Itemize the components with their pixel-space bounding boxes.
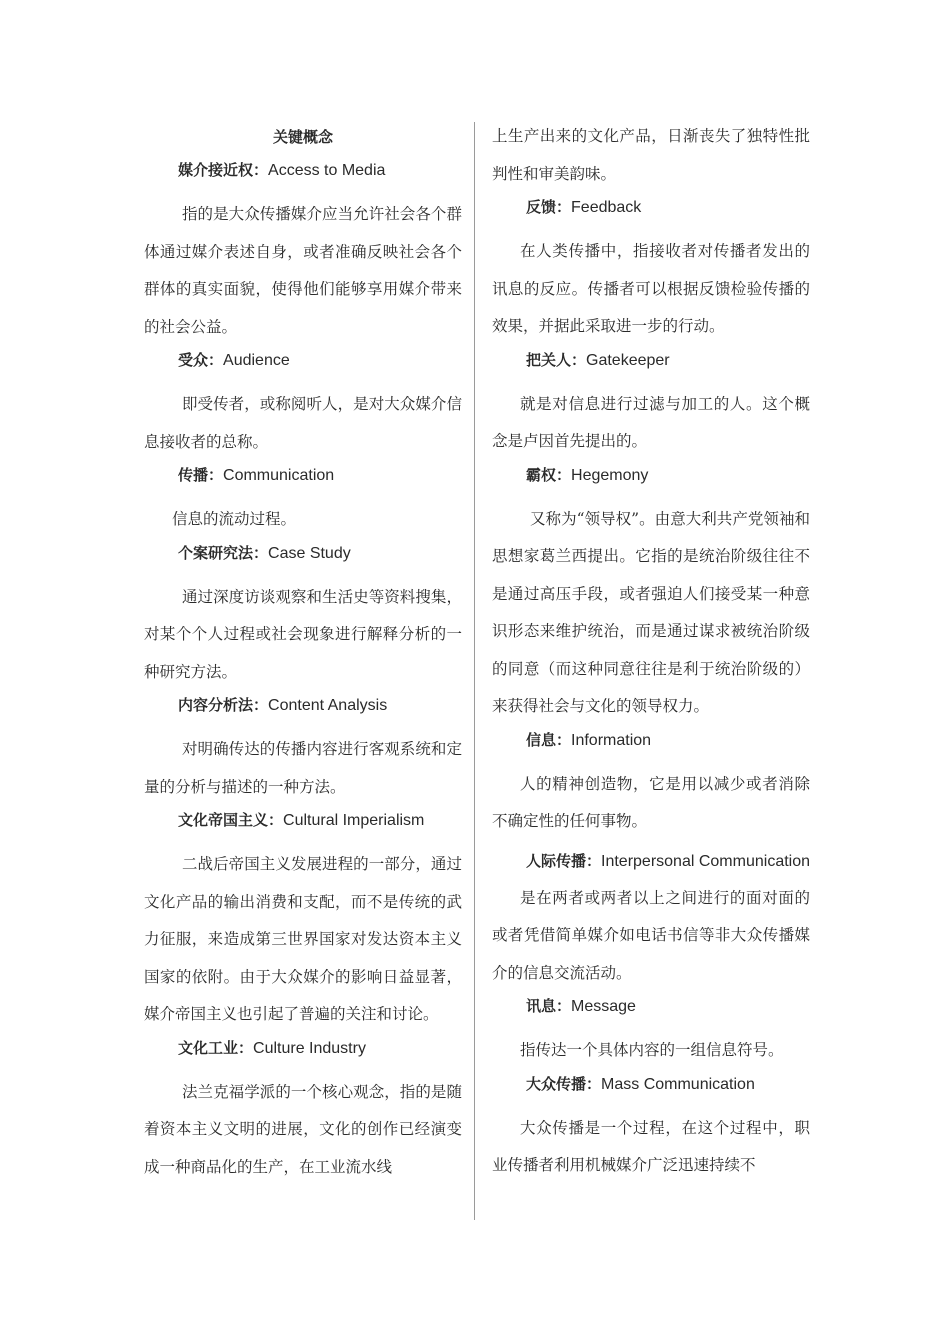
term-definition: 信息的流动过程。 — [172, 510, 297, 528]
term-heading — [144, 463, 462, 488]
term-en: Case Study — [268, 544, 351, 562]
term-en: Gatekeeper — [586, 351, 670, 369]
term-heading — [492, 843, 810, 880]
term-zh: 讯息： — [526, 997, 572, 1015]
term-definition: 通过深度访谈观察和生活史等资料搜集，对某个个人过程或社会现象进行解释分析的一种研究方法。 — [144, 587, 462, 681]
term-zh: 受众： — [178, 351, 224, 369]
term-en: Mass Communication — [601, 1075, 755, 1093]
term-definition: 法兰克福学派的一个核心观念，指的是随着资本主义文明的进展，文化的创作已经演变成一种商品化的生产，在工业流水线 — [144, 1082, 462, 1176]
term-definition: 又称为“领导权”。由意大利共产党领袖和思想家葛兰西提出。它指的是统治阶级往往不是通过高压手段，或者强迫人们接受某一种意识形态来维护统治，而是通过谋求被统治阶级的同意（而这种同意往往是利于统治阶级的）来获得社会与文化的领导权力。 — [492, 509, 810, 715]
term-zh: 反馈： — [526, 198, 572, 216]
term-en: Interpersonal Communication — [601, 852, 811, 870]
term-heading — [492, 1072, 810, 1097]
term-en: Feedback — [571, 199, 642, 216]
term-heading — [492, 728, 810, 753]
left-column — [144, 124, 462, 1186]
term-zh: 把关人： — [526, 350, 587, 369]
term-zh: 信息： — [526, 730, 572, 749]
term-zh: 个案研究法： — [178, 543, 269, 562]
term-zh: 大众传播： — [526, 1074, 602, 1093]
term-heading — [144, 348, 462, 373]
continued-definition: 上生产出来的文化产品，日渐丧失了独特性批判性和审美韵味。 — [492, 127, 810, 183]
column-divider — [474, 122, 475, 1220]
term-heading — [144, 693, 462, 718]
term-zh: 媒介接近权： — [178, 161, 269, 179]
term-heading — [492, 463, 810, 488]
term-definition: 大众传播是一个过程，在这个过程中，职业传播者利用机械媒介广泛迅速持续不 — [492, 1118, 810, 1174]
term-heading — [492, 994, 810, 1019]
term-en: Hegemony — [571, 466, 649, 484]
term-heading — [144, 808, 462, 833]
term-zh: 内容分析法： — [178, 696, 269, 714]
term-definition: 在人类传播中，指接收者对传播者发出的讯息的反应。传播者可以根据反馈检验传播的效果，并据此采取进一步的行动。 — [492, 242, 810, 335]
term-heading — [492, 195, 810, 220]
term-zh: 文化帝国主义： — [178, 811, 284, 829]
term-en: Access to Media — [268, 162, 386, 179]
term-definition: 二战后帝国主义发展进程的一部分，通过文化产品的输出消费和支配，而不是传统的武力征服，来造成第三世界国家对发达资本主义国家的依附。由于大众媒介的影响日益显著，媒介帝国主义也引起了普遍的关注和讨论。 — [144, 855, 462, 1023]
term-zh: 霸权： — [526, 465, 572, 484]
term-en: Information — [571, 731, 652, 749]
term-zh: 人际传播： — [526, 851, 602, 870]
term-en: Content Analysis — [268, 697, 388, 714]
term-en: Culture Industry — [253, 1039, 366, 1057]
term-definition: 就是对信息进行过滤与加工的人。这个概念是卢因首先提出的。 — [492, 394, 810, 450]
term-definition: 指的是大众传播媒介应当允许社会各个群体通过媒介表述自身，或者准确反映社会各个群体的真实面貌，使得他们能够享用媒介带来的社会公益。 — [144, 205, 462, 336]
right-column — [492, 124, 810, 1185]
page-title: 关键概念 — [272, 128, 333, 146]
term-definition: 指传达一个具体内容的一组信息符号。 — [520, 1041, 784, 1059]
term-definition: 对明确传达的传播内容进行客观系统和定量的分析与描述的一种方法。 — [144, 740, 462, 796]
term-definition: 人的精神创造物，它是用以减少或者消除不确定性的任何事物。 — [492, 774, 810, 830]
term-en: Audience — [223, 352, 290, 369]
term-heading — [492, 348, 810, 373]
term-en: Communication — [223, 467, 335, 484]
term-definition: 即受传者，或称阅听人，是对大众媒介信息接收者的总称。 — [144, 395, 462, 451]
term-en: Cultural Imperialism — [283, 812, 425, 829]
term-heading — [144, 158, 462, 183]
term-zh: 传播： — [178, 466, 224, 484]
term-heading — [144, 541, 462, 566]
term-heading — [144, 1036, 462, 1061]
term-definition: 是在两者或两者以上之间进行的面对面的或者凭借简单媒介如电话书信等非大众传播媒介的信息交流活动。 — [492, 888, 810, 982]
term-en: Message — [571, 998, 636, 1015]
term-zh: 文化工业： — [178, 1038, 254, 1057]
